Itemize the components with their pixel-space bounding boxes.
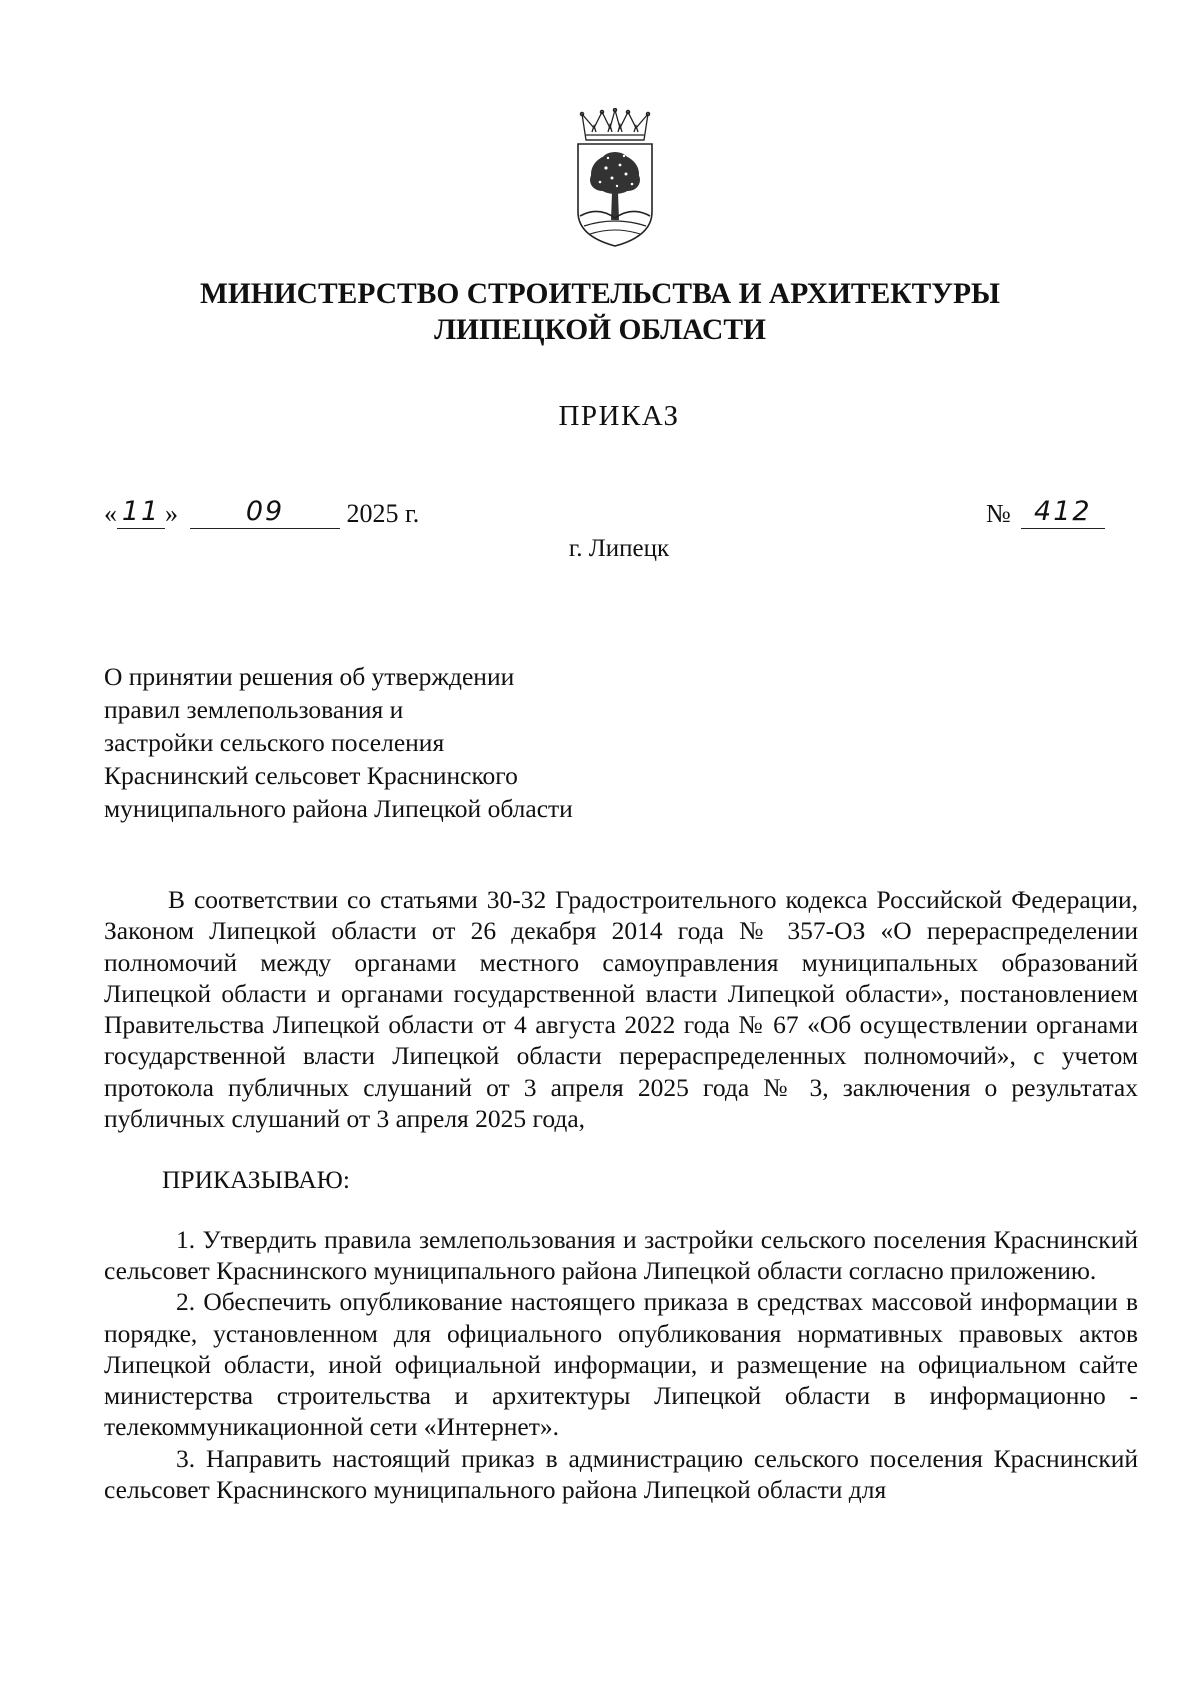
subject-line: О принятии решения об утверждении xyxy=(104,662,515,691)
order-number-field xyxy=(1021,498,1105,529)
order-item-2: 2. Обеспечить опубликование настоящего приказа в средствах массовой информации в порядке, установленном для официального опубликования нормативных правовых актов Липецкой области, иной официальной информации, и размещение на официальном сайте министерства строительства и архитектуры Липецкой области в информационно - телекоммуникационной сети «Интернет». xyxy=(104,1287,1138,1442)
date-close-quote: » xyxy=(165,499,178,528)
ministry-name-line1: МИНИСТЕРСТВО СТРОИТЕЛЬСТВА И АРХИТЕКТУРЫ xyxy=(200,278,1000,310)
order-number-handwritten: 412 xyxy=(1034,496,1092,527)
subject-line: правил землепользования и xyxy=(104,695,404,724)
number-sign: № xyxy=(986,499,1011,528)
document-type-title: ПРИКАЗ xyxy=(558,400,680,432)
subject-line: застройки сельского поселения xyxy=(104,728,445,757)
date-month-handwritten: 09 xyxy=(245,496,285,527)
preamble-paragraph: В соответствии со статьями 30-32 Градостроительного кодекса Российской Федерации, Законом Липецкой области от 26 декабря 2014 года № 357-ОЗ «О перераспределении полномочий между органами местного самоуправления муниципальных образований Липецкой области и органами государственной власти Липецкой области», постановлением Правительства Липецкой области от 4 августа 2022 года № 67 «Об осуществлении органами государственной власти Липецкой области перераспределенных полномочий», с учетом протокола публичных слушаний от 3 апреля 2025 года № 3, заключения о результатах публичных слушаний от 3 апреля 2025 года, xyxy=(104,885,1138,1134)
ministry-name-line2: ЛИПЕЦКОЙ ОБЛАСТИ xyxy=(434,314,766,346)
order-number xyxy=(986,498,1105,529)
coat-of-arms-emblem xyxy=(572,108,658,248)
issue-city: г. Липецк xyxy=(568,535,670,562)
order-date xyxy=(104,498,419,529)
subject-line: муниципального района Липецкой области xyxy=(104,794,573,823)
order-item-1: 1. Утвердить правила землепользования и застройки сельского поселения Краснинский сельсовет Краснинского муниципального района Липецкой области согласно приложению. xyxy=(104,1224,1138,1285)
order-subject xyxy=(104,660,573,825)
date-open-quote: « xyxy=(104,499,117,528)
date-year: 2025 г. xyxy=(346,499,420,528)
order-directive-heading: ПРИКАЗЫВАЮ: xyxy=(162,1165,350,1195)
date-day-handwritten: 11 xyxy=(121,496,161,527)
subject-line: Краснинский сельсовет Краснинского xyxy=(104,761,518,790)
date-day-field xyxy=(117,498,165,529)
date-month-field xyxy=(190,498,340,529)
ministry-name xyxy=(150,276,1050,348)
order-body xyxy=(104,884,1138,1505)
order-item-3: 3. Направить настоящий приказ в администрацию сельского поселения Краснинский сельсовет Краснинского муниципального района Липецкой области для xyxy=(104,1443,1138,1505)
